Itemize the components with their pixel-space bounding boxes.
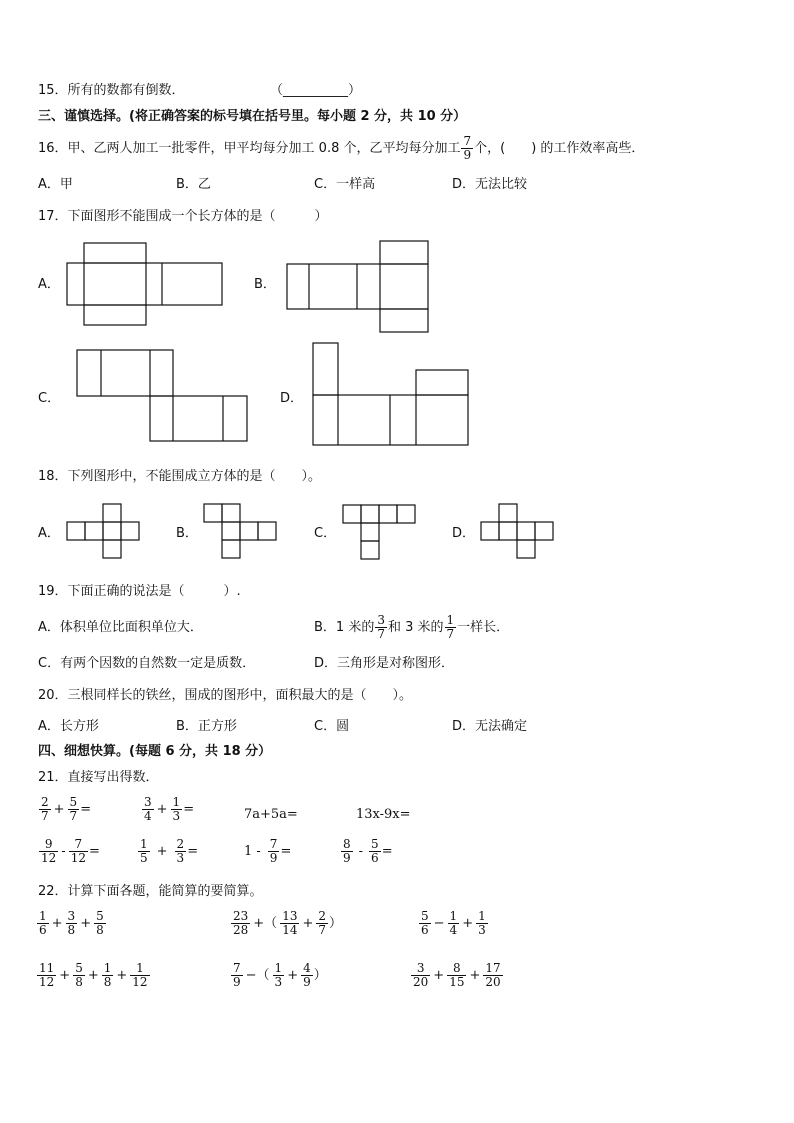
frac-num: 2	[41, 795, 49, 809]
operator: +	[51, 915, 63, 931]
q16-frac-num: 7	[463, 133, 472, 148]
equals: =	[280, 843, 292, 859]
frac-num: 3	[67, 909, 76, 923]
frac-den: 7	[318, 922, 327, 937]
frac-den: 20	[413, 974, 429, 989]
q22-expr-r1c1	[36, 910, 107, 936]
frac-den: 6	[371, 850, 379, 865]
frac-num: 1	[274, 961, 283, 975]
q15-text: 15．所有的数都有倒数．	[38, 83, 185, 98]
q21-expr-3: 7a+5a=	[244, 807, 298, 822]
q18-net-a	[67, 504, 139, 558]
frac-den: 9	[233, 974, 241, 989]
frac-num: 5	[421, 909, 429, 923]
frac-num: 2	[176, 837, 185, 851]
q19-optb-frac1-num: 3	[377, 612, 385, 627]
frac-num: 17	[485, 961, 501, 975]
frac-den: 12	[41, 850, 57, 865]
q18-label-c[interactable]: C．	[314, 526, 337, 541]
frac-den: 12	[39, 974, 55, 989]
q17-label-c[interactable]: C．	[38, 391, 61, 406]
q21-text: 21．直接写出得数．	[38, 770, 159, 785]
frac-num: 9	[44, 837, 53, 851]
q17-net-c	[77, 350, 247, 441]
q22-expr-r1c3	[418, 910, 489, 936]
operator: +	[469, 967, 481, 983]
frac-num: 1	[449, 909, 458, 923]
q21-expr-1	[38, 796, 91, 822]
frac-num: 8	[453, 961, 461, 975]
operator: -	[358, 843, 364, 859]
q17-figures	[0, 0, 794, 470]
q18-label-a[interactable]: A．	[38, 526, 60, 541]
q19-optb-frac2	[445, 614, 457, 640]
q20-option-b[interactable]: B．正方形	[176, 719, 237, 734]
frac-num: 8	[343, 837, 351, 851]
close-paren: ）	[329, 915, 343, 931]
frac-den: 14	[282, 922, 298, 937]
q16-frac-den: 9	[463, 147, 472, 162]
q16-pre: 16．甲、乙两人加工一批零件，甲平均每分加工 0.8 个，乙平均每分加工	[38, 140, 461, 156]
q19-optb-pre: B．1 米的	[314, 619, 375, 635]
q19-optb-frac2-den: 7	[446, 626, 455, 641]
frac-num: 23	[233, 909, 249, 923]
q17-label-a[interactable]: A．	[38, 277, 60, 292]
operator: +	[87, 967, 99, 983]
operator: +	[59, 967, 71, 983]
operator: −	[433, 915, 445, 931]
q18-net-b	[204, 504, 276, 558]
q19-optb-frac1	[375, 614, 387, 640]
frac-den: 4	[144, 808, 152, 823]
operator: +	[80, 915, 92, 931]
frac-den: 9	[303, 974, 311, 989]
q21-expr-7	[244, 838, 291, 864]
q17-net-b	[287, 241, 428, 332]
q21-expr-8	[340, 838, 393, 864]
operator: +	[287, 967, 299, 983]
q19-optb-mid: 和 3 米的	[387, 619, 444, 635]
q19-optb-frac1-den: 7	[377, 626, 385, 641]
frac-num: 1	[172, 795, 181, 809]
equals: =	[381, 843, 393, 859]
equals: =	[183, 801, 195, 817]
q16-option-a[interactable]: A．甲	[38, 177, 73, 192]
operator: +	[156, 843, 168, 859]
frac-den: 5	[140, 850, 148, 865]
q22-expr-r1c2	[230, 910, 342, 936]
frac-den: 9	[343, 850, 351, 865]
equals: =	[187, 843, 199, 859]
frac-den: 28	[233, 922, 249, 937]
frac-den: 20	[485, 974, 501, 989]
frac-num: 5	[96, 909, 104, 923]
frac-den: 6	[421, 922, 429, 937]
frac-den: 6	[39, 922, 47, 937]
q21-expr-6	[137, 838, 198, 864]
frac-num: 5	[75, 961, 83, 975]
q16-option-d[interactable]: D．无法比较	[452, 177, 528, 192]
operator-paren: −（	[245, 967, 270, 983]
frac-den: 3	[172, 808, 181, 823]
q19-optb-post: 一样长．	[457, 619, 510, 635]
equals: =	[88, 843, 100, 859]
q20-option-a[interactable]: A．长方形	[38, 719, 99, 734]
frac-num: 11	[39, 961, 55, 975]
q17-label-b[interactable]: B．	[254, 277, 276, 292]
close-paren: ）	[313, 967, 327, 983]
frac-num: 7	[74, 837, 83, 851]
frac-num: 1	[103, 961, 112, 975]
frac-den: 8	[103, 974, 112, 989]
q16-post: 个，( ) 的工作效率高些．	[474, 140, 645, 156]
frac-num: 1	[136, 961, 144, 975]
frac-den: 4	[449, 922, 458, 937]
q19-option-b[interactable]	[314, 607, 509, 647]
frac-num: 5	[69, 795, 78, 809]
operator: +	[433, 967, 445, 983]
q22-expr-r2c3	[410, 962, 504, 988]
q19-option-c[interactable]: C．有两个因数的自然数一定是质数．	[38, 656, 256, 671]
q22-expr-r2c1	[36, 962, 151, 988]
q20-option-c[interactable]: C．圆	[314, 719, 350, 734]
frac-den: 12	[132, 974, 148, 989]
q19-option-a[interactable]: A．体积单位比面积单位大．	[38, 620, 203, 635]
equals: =	[80, 801, 92, 817]
q18-figures	[0, 495, 794, 565]
q17-net-a	[67, 243, 222, 325]
q17-text: 17．下面图形不能围成一个长方体的是（ ）	[38, 209, 328, 224]
operator: +	[462, 915, 474, 931]
frac-den: 3	[274, 974, 283, 989]
lead-term: 1 -	[244, 843, 261, 859]
q17-label-d[interactable]: D．	[280, 391, 304, 406]
section3-title: 三、谨慎选择。(将正确答案的标号填在括号里。每小题 2 分，共 10 分）	[38, 109, 467, 124]
frac-den: 8	[75, 974, 83, 989]
q18-net-d	[481, 504, 553, 558]
q21-expr-4: 13x-9x=	[356, 807, 411, 822]
frac-den: 7	[69, 808, 78, 823]
operator: +	[302, 915, 314, 931]
section4-title: 四、细想快算。(每题 6 分，共 18 分）	[38, 744, 272, 759]
q16-option-b[interactable]: B．乙	[176, 177, 211, 192]
frac-den: 7	[41, 808, 49, 823]
q19-text: 19．下面正确的说法是（ ）.	[38, 584, 241, 599]
frac-den: 15	[449, 974, 465, 989]
q22-text: 22．计算下面各题，能简算的要简算。	[38, 884, 263, 899]
frac-num: 2	[318, 909, 327, 923]
q21-expr-2	[141, 796, 194, 822]
q18-label-b[interactable]: B．	[176, 526, 198, 541]
frac-den: 3	[478, 922, 486, 937]
frac-den: 9	[269, 850, 278, 865]
operator: -	[61, 843, 66, 859]
frac-num: 7	[233, 961, 241, 975]
frac-den: 3	[176, 850, 185, 865]
operator: +	[116, 967, 128, 983]
frac-num: 4	[303, 961, 311, 975]
q20-text: 20．三根同样长的铁丝，围成的图形中，面积最大的是（ ）。	[38, 688, 413, 703]
q18-text: 18．下列图形中，不能围成立方体的是（ ）。	[38, 469, 322, 484]
frac-num: 3	[144, 795, 152, 809]
q19-option-d[interactable]: D．三角形是对称图形．	[314, 656, 455, 671]
q21-expr-5	[38, 838, 100, 864]
q22-expr-r2c2	[230, 962, 327, 988]
q15-answer-blank[interactable]: （__________）	[270, 83, 362, 98]
q16-option-c[interactable]: C．一样高	[314, 177, 376, 192]
operator: +	[156, 801, 168, 817]
frac-den: 12	[70, 850, 86, 865]
operator-paren: +（	[253, 915, 278, 931]
q20-option-d[interactable]: D．无法确定	[452, 719, 528, 734]
q18-net-c	[343, 505, 415, 559]
q19-optb-frac2-num: 1	[446, 612, 455, 627]
frac-num: 3	[416, 961, 425, 975]
frac-num: 1	[140, 837, 148, 851]
frac-den: 8	[96, 922, 104, 937]
frac-num: 7	[269, 837, 278, 851]
q18-label-d[interactable]: D．	[452, 526, 476, 541]
frac-den: 8	[67, 922, 76, 937]
q17-net-d	[313, 343, 468, 445]
frac-num: 1	[39, 909, 47, 923]
frac-num: 5	[371, 837, 379, 851]
operator: +	[53, 801, 65, 817]
frac-num: 1	[478, 909, 486, 923]
frac-num: 13	[282, 909, 298, 923]
